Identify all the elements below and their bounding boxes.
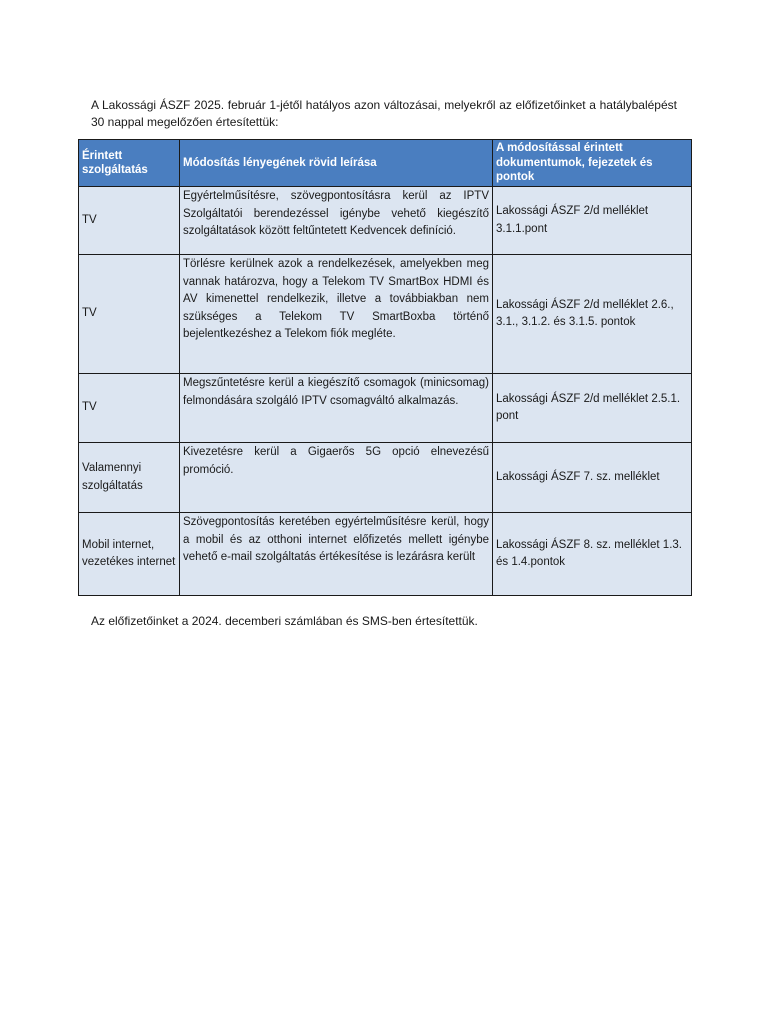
cell-service: Valamennyi szolgáltatás <box>79 443 180 513</box>
changes-table <box>78 139 692 596</box>
cell-service: TV <box>79 187 180 255</box>
header-description: Módosítás lényegének rövid leírása <box>180 140 493 187</box>
cell-documents: Lakossági ÁSZF 8. sz. melléklet 1.3. és 1.4.pontok <box>493 513 692 596</box>
table-row <box>79 443 692 513</box>
cell-service: TV <box>79 255 180 374</box>
intro-paragraph: A Lakossági ÁSZF 2025. február 1-jétől hatályos azon változásai, melyekről az előfizetőinket a hatálybalépést 30 nappal megelőzően értesítettük: <box>91 98 677 129</box>
cell-description: Egyértelműsítésre, szövegpontosításra kerül az IPTV Szolgáltatói berendezéssel igénybe vehető kiegészítő szolgáltatások között feltűntetett Kedvencek definíció. <box>180 187 493 255</box>
table-row <box>79 255 692 374</box>
table-row <box>79 374 692 443</box>
cell-service: TV <box>79 374 180 443</box>
cell-documents: Lakossági ÁSZF 2/d melléklet 2.6., 3.1., 3.1.2. és 3.1.5. pontok <box>493 255 692 374</box>
table-row <box>79 187 692 255</box>
footer-note: Az előfizetőinket a 2024. decemberi számlában és SMS-ben értesítettük. <box>91 614 478 628</box>
cell-description: Megszűntetésre kerül a kiegészítő csomagok (minicsomag) felmondására szolgáló IPTV csomagváltó alkalmazás. <box>180 374 493 443</box>
cell-documents: Lakossági ÁSZF 2/d melléklet 2.5.1. pont <box>493 374 692 443</box>
cell-description: Kivezetésre kerül a Gigaerős 5G opció elnevezésű promóció. <box>180 443 493 513</box>
cell-description: Szövegpontosítás keretében egyértelműsítésre kerül, hogy a mobil és az otthoni internet előfizetés mellett igénybe vehető e-mail szolgáltatás értékesítése is lezárásra került <box>180 513 493 596</box>
header-documents: A módosítással érintett dokumentumok, fejezetek és pontok <box>493 140 692 187</box>
cell-documents: Lakossági ÁSZF 2/d melléklet 3.1.1.pont <box>493 187 692 255</box>
cell-description: Törlésre kerülnek azok a rendelkezések, amelyekben meg vannak határozva, hogy a Telekom TV SmartBox HDMI és AV kimenettel rendelkezik, illetve a továbbiakban nem szükséges a Telekom TV SmartBoxba történő bejelentkezéshez a Telekom fiók megléte. <box>180 255 493 374</box>
cell-service: Mobil internet, vezetékes internet <box>79 513 180 596</box>
cell-documents: Lakossági ÁSZF 7. sz. melléklet <box>493 443 692 513</box>
table-row <box>79 513 692 596</box>
header-service: Érintett szolgáltatás <box>79 140 180 187</box>
table-header-row <box>79 140 692 187</box>
